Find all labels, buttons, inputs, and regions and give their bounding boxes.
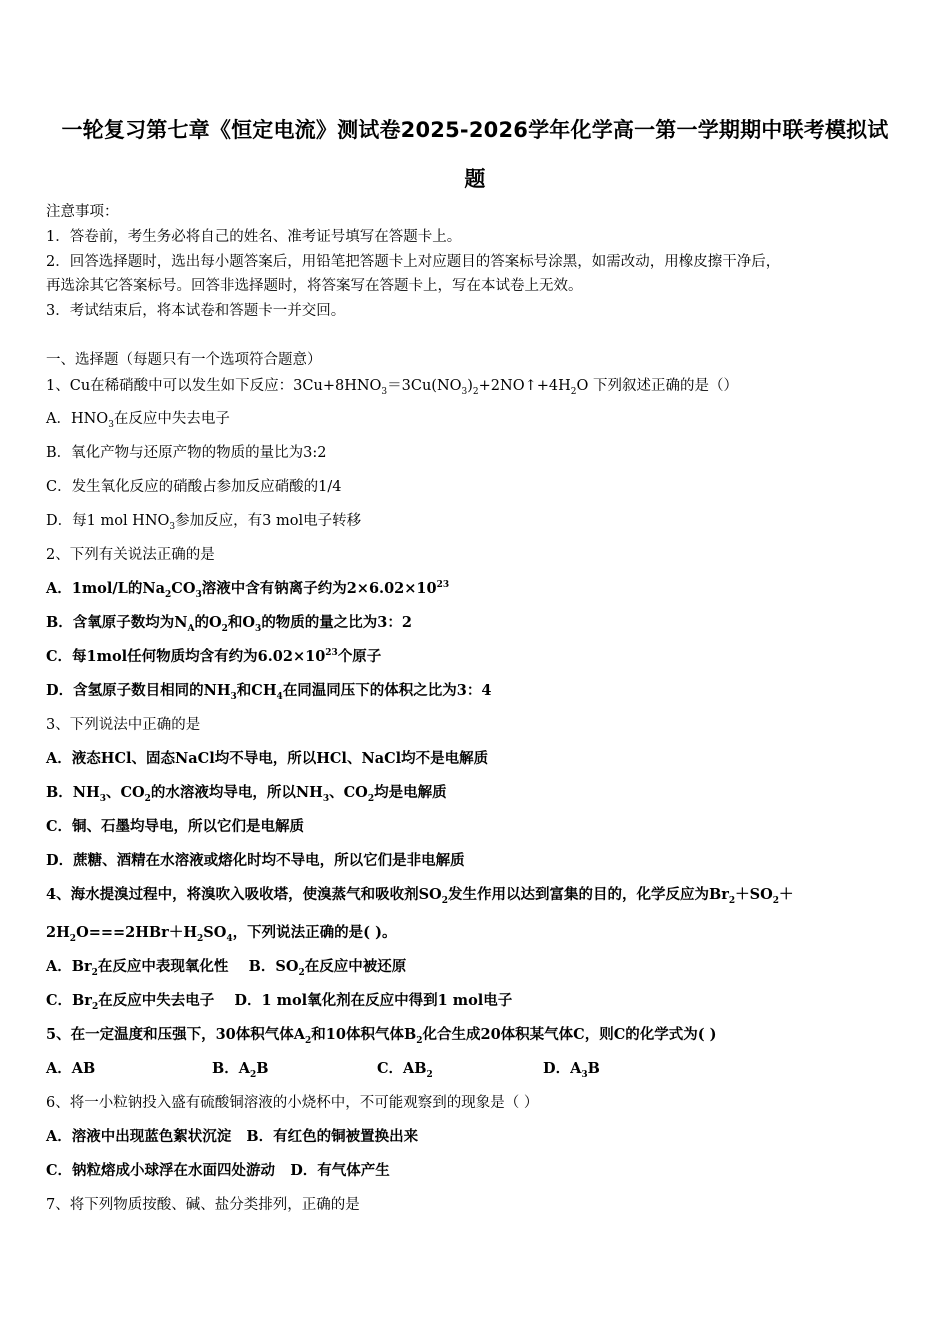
question-5-option-c: C．$AB_2$ [377, 1060, 433, 1080]
question-1-option-c: C．发生氧化反应的硝酸占参加反应硝酸的1/4 [46, 479, 342, 495]
question-6-options-cd [46, 1161, 390, 1181]
question-1-option-b: B．氧化产物与还原产物的物质的量比为3:2 [46, 445, 327, 461]
question-3-option-c: C．铜、石墨均导电，所以它们是电解质 [46, 818, 305, 835]
question-2-option-b: B．含氧原子数均为$N_A$的$O_2$和$O_3$的物质的量之比为3：2 [46, 614, 412, 634]
question-2-option-a: A．1mol/L的$Na_2CO_3$溶液中含有钠离子约为$2\times 6.02\times 10^{23}$ [46, 580, 450, 600]
question-5-stem: 5、在一定温度和压强下，30体积气体$A_2$和10体积气体$B_2$化合生成20体积某气体C，则C的化学式为( ) [46, 1026, 717, 1046]
question-4-options-ab [46, 957, 406, 977]
question-1-option-a: A．$HNO_3$在反应中失去电子 [46, 411, 230, 430]
question-4-option-d: D．1 mol氧化剂在反应中得到1 mol电子 [234, 992, 513, 1009]
question-5-option-d: D．$A_3B$ [543, 1060, 600, 1080]
question-4-stem-line-1: 4、海水提溴过程中，将溴吹入吸收塔，使溴蒸气和吸收剂$SO_2$发生作用以达到富集的目的，化学反应为$Br_2+SO_2+$ [46, 886, 794, 906]
question-4-option-c: C．$Br_2$在反应中失去电子 [46, 992, 215, 1012]
question-2-option-d: D．含氢原子数目相同的$NH_3$和$CH_4$在同温同压下的体积之比为3：4 [46, 682, 492, 702]
question-4-option-b: B．$SO_2$在反应中被还原 [248, 958, 407, 978]
question-1-stem: 1、Cu在稀硝酸中可以发生如下反应：$3Cu+8HNO_3=3Cu(NO_3)_2+2NO↑+4H_2O$ 下列叙述正确的是（） [46, 378, 738, 397]
question-5-option-a: A．AB [46, 1060, 96, 1077]
section-heading: 一、选择题（每题只有一个选项符合题意） [46, 352, 322, 368]
exam-title-line-1: 一轮复习第七章《恒定电流》测试卷2025-2026学年化学高一第一学期期中联考模拟试 [61, 118, 889, 142]
question-6-stem: 6、将一小粒钠投入盛有硫酸铜溶液的小烧杯中，不可能观察到的现象是（ ） [46, 1095, 539, 1111]
exam-title-line-2: 题 [464, 167, 486, 191]
question-3-stem: 3、下列说法中正确的是 [46, 717, 201, 733]
question-3-option-d: D．蔗糖、酒精在水溶液或熔化时均不导电，所以它们是非电解质 [46, 852, 465, 869]
notice-heading: 注意事项： [46, 204, 119, 220]
notice-item-1: 1．答卷前，考生务必将自己的姓名、准考证号填写在答题卡上。 [46, 229, 462, 245]
question-2-option-c: C．每1mol任何物质均含有约为$6.02\times 10^{23}$个原子 [46, 648, 382, 665]
question-6-option-d: D．有气体产生 [290, 1162, 390, 1179]
notice-item-2b: 再选涂其它答案标号。回答非选择题时，将答案写在答题卡上，写在本试卷上无效。 [46, 278, 583, 294]
question-4-stem-line-2: $2H_2O===2HBr+H_2SO_4$，下列说法正确的是( )。 [46, 924, 397, 944]
question-3-option-a: A．液态HCl、固态NaCl均不导电，所以HCl、NaCl均不是电解质 [46, 750, 489, 767]
question-6-option-a: A．溶液中出现蓝色絮状沉淀 [46, 1128, 232, 1145]
question-7-stem: 7、将下列物质按酸、碱、盐分类排列，正确的是 [46, 1197, 360, 1213]
question-3-option-b: B．$NH_3$、$CO_2$的水溶液均导电，所以$NH_3$、$CO_2$均是电解质 [46, 784, 447, 804]
question-4-options-cd [46, 991, 512, 1011]
question-5-option-b: B．$A_2B$ [212, 1060, 269, 1080]
question-6-option-b: B．有红色的铜被置换出来 [246, 1128, 419, 1145]
question-6-options-ab [46, 1127, 418, 1147]
question-2-stem: 2、下列有关说法正确的是 [46, 547, 215, 563]
question-4-option-a: A．$Br_2$在反应中表现氧化性 [46, 958, 229, 978]
notice-item-3: 3．考试结束后，将本试卷和答题卡一并交回。 [46, 303, 346, 319]
question-1-option-d: D．每1 mol $HNO_3$参加反应，有3 mol电子转移 [46, 513, 362, 532]
notice-item-2a: 2．回答选择题时，选出每小题答案后，用铅笔把答题卡上对应题目的答案标号涂黑，如需改动，用橡皮擦干净后， [46, 254, 781, 270]
question-6-option-c: C．钠粒熔成小球浮在水面四处游动 [46, 1162, 276, 1179]
